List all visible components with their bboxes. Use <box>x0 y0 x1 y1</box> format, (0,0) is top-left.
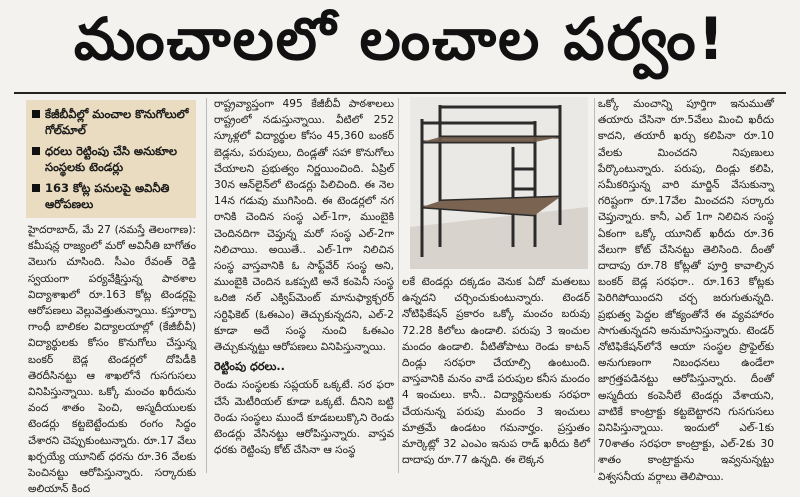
highlight-text: 163 కోట్ల పనులపై అవినీతి ఆరోపణలు <box>45 181 170 211</box>
article-column-1 <box>28 222 196 496</box>
paragraph: లకే టెండర్లు దక్కడం వెనుక ఏదో మతలబు ఉన్నదని చర్చించుకుంటున్నారు. టెండర్ నోటిఫికేషన్ ప్రకారం ఒక్కో మంచం బరువు 72.28 కిలోలు ఉండాలి. పరుపు 3 ఇంచుల మందం ఉండాలి. వీటితోపాటు రెండు కాటన్ దిండ్లు సరఫరా చేయాల్సి ఉంటుంది. వాస్తవానికి మనం వాడే పరుపుల కనీస మందం 4 ఇంచులు. కానీ.. విద్యార్థినులకు సరఫరా చేయనున్న పరుపు మందం 3 ఇంచులు మాత్రమే ఉండటం గమనార్హం. ప్రస్తుతం మార్కెట్లో 32 ఎంఎం ఇనుప రాడ్ ఖరీదు కిలో దాదాపు రూ.77 ఉన్నది. ఈ లెక్కన <box>402 276 590 467</box>
highlight-text: ధరలు రెట్టింపు చేసి అనుకూల సంస్థలకు టెండర్లు <box>45 144 177 174</box>
highlight-item <box>32 143 190 175</box>
paragraph: హైదరాబాద్, మే 27 (నమస్తే తెలంగాణ): కమీషన్ల రాజ్యంలో మరో అవినీతి బాగోతం వెలుగు చూసింది. సీఎం రేవంత్ రెడ్డి స్వయంగా పర్యవేక్షిస్తున్న పాఠశాల విద్యాశాఖలో రూ.163 కోట్ల టెండర్లపై ఆరోపణలు వెల్లువెత్తుతున్నాయి. కస్తూర్బా గాంధీ బాలికల విద్యాలయాల్లో (కేజీబీవీ) విద్యార్థులకు కోసం కొనుగోలు చేస్తున్న బంకర్ బెడ్ల టెండర్లలో దోపిడీకి తెరదీసినట్టు ఆ శాఖలోనే గుసగుసలు వినిపిస్తున్నాయి. ఒక్కో మంచం ఖరీదును వంద శాతం పెంచి, అస్మదీయులకు టెండర్లు కట్టబెట్టేందుకు రంగం సిద్ధం చేశారని చెప్పుకుంటున్నారు. రూ.17 వేలు ఖర్చయ్యే యూనిట్ ధరను రూ.36 వేలకు పెంచినట్టు ఆరోపిస్తున్నారు. సర్కారుకు అలియాన్ కింద <box>28 224 196 496</box>
square-bullet-icon <box>32 147 40 155</box>
square-bullet-icon <box>32 184 40 192</box>
bunk-bed-icon <box>410 97 588 269</box>
highlight-item <box>32 180 190 212</box>
headline-rule <box>14 92 786 94</box>
paragraph: ఒక్కో మంచాన్ని పూర్తిగా ఇనుముతో తయారు చేసినా రూ.5వేలు మించి ఖరీదు కాదని, తయారీ ఖర్చు కలిపినా రూ.10 వేలకు మించదని నిపుణులు పేర్కొంటున్నారు. పరుపు, దిండ్లు కలిపి, సమీకరిస్తున్న వారి మార్జిన్ వేసుకున్నా గరిష్టంగా రూ.17వేల మించదని సర్కారు చెప్తున్నారు. కానీ, ఎల్ 1గా నిలిచిన సంస్థ ఏకంగా ఒక్కో యూనిట్ ఖరీదు రూ.36 వేలుగా కోట్ చేసినట్టు తెలిసింది. దీంతో దాదాపు రూ.78 కోట్లతో పూర్తి కావాల్సిన బంకర్ బెడ్ల సరఫరా.. రూ.163 కోట్లకు పెరిగిపోయిందని చర్చ జరుగుతున్నది. ప్రభుత్వ పెద్దల జోక్యంతోనే ఈ వ్యవహారం సాగుతున్నదని అనుమానిస్తున్నారు. టెండర్ నోటిఫికేషన్‌లోనే ఆయా సంస్థల ప్రొఫైల్‌కు అనుగుణంగా నిబంధనలు ఉండేలా జాగ్రత్తపడినట్టు ఆరోపిస్తున్నారు. దీంతో అస్మదీయ కంపెనీలే టెండర్లు వేశాయని, వాటికే కాంట్రాక్టు కట్టబెట్టారని గుసగుసలు వినిపిస్తున్నాయి. ఇందులో ఎల్-1కు 70శాతం సరఫరా కాంట్రాక్టు, ఎల్-2కు 30 శాతం కాంట్రాక్టును ఇవ్వనున్నట్టు విశ్వసనీయ వర్గాలు తెలిపాయి. <box>598 98 774 483</box>
article-column-2 <box>214 96 394 474</box>
column-divider <box>398 98 399 473</box>
column-divider <box>594 98 595 473</box>
highlights-box <box>26 100 196 218</box>
headline: మంచాలలో లంచాల పర్వం! <box>73 4 727 73</box>
bunk-bed-photo <box>410 97 588 269</box>
paragraph: రాష్ట్రవ్యాప్తంగా 495 కేజీబీవీ పాఠశాలలు రాష్ట్రంలో నడుస్తున్నాయి. వీటిలో 252 స్కూళ్లలో విద్యార్థుల కోసం 45,360 బంకర్ బెడ్లను, పరుపులు, దిండ్లతో సహా కొనుగోలు చేయాలని ప్రభుత్వం నిర్ణయించింది. ఏప్రిల్ 30న ఆన్‌లైన్‌లో టెండర్లు పిలిచింది. ఈ నెల 14న గడువు ముగిసింది. ఈ టెండర్లలో నగ రానికి చెందిన సంస్థ ఎల్-1గా, ముంబైకి చెందినదిగా చెప్తున్న మరో సంస్థ ఎల్-2గా నిలిచాయి. అయితే.. ఎల్-1గా నిలిచిన సంస్థ వాస్తవానికి ఓ సాఫ్ట్‌వేర్ సంస్థ అని, ముంబైకి చెందిన ఒకప్పటి అనే కంపెనీ సంస్థ ఒరిజి నల్ ఎక్విప్‌మెంట్ మానుఫ్యాక్చరర్ సర్టిఫికెట్ (ఓఈఎం) తెచ్చుకున్నదని, ఎల్-2 కూడా అదే సంస్థ నుంచి ఓఈఎం తెచ్చుకున్నట్టు ఆరోపణలు వినిపిస్తున్నాయి. <box>214 98 394 354</box>
article-column-4 <box>598 96 774 483</box>
highlight-text: కేజీబీవీల్లో మంచాల కొనుగోలులో గోల్‌మాల్ <box>45 107 189 137</box>
column-divider <box>206 98 207 473</box>
subheading: రెట్టింపు ధరలు.. <box>214 360 285 374</box>
article-column-3 <box>402 274 590 474</box>
paragraph: రెండు సంస్థలకు సప్లయర్ ఒక్కటే. సర ఫరా చేసే మెటీరియల్ కూడా ఒక్కటే. దీనిని బట్టి రెండు సంస్థలు ముందే కూడబలుక్కొని రెండు టెండర్లు వేసినట్టు ఆరోపిస్తున్నారు. వాస్తవ ధరకు రెట్టింపు కోట్ చేసినా ఆ సంస్థ <box>214 379 394 457</box>
square-bullet-icon <box>32 110 40 118</box>
highlight-item <box>32 106 190 138</box>
